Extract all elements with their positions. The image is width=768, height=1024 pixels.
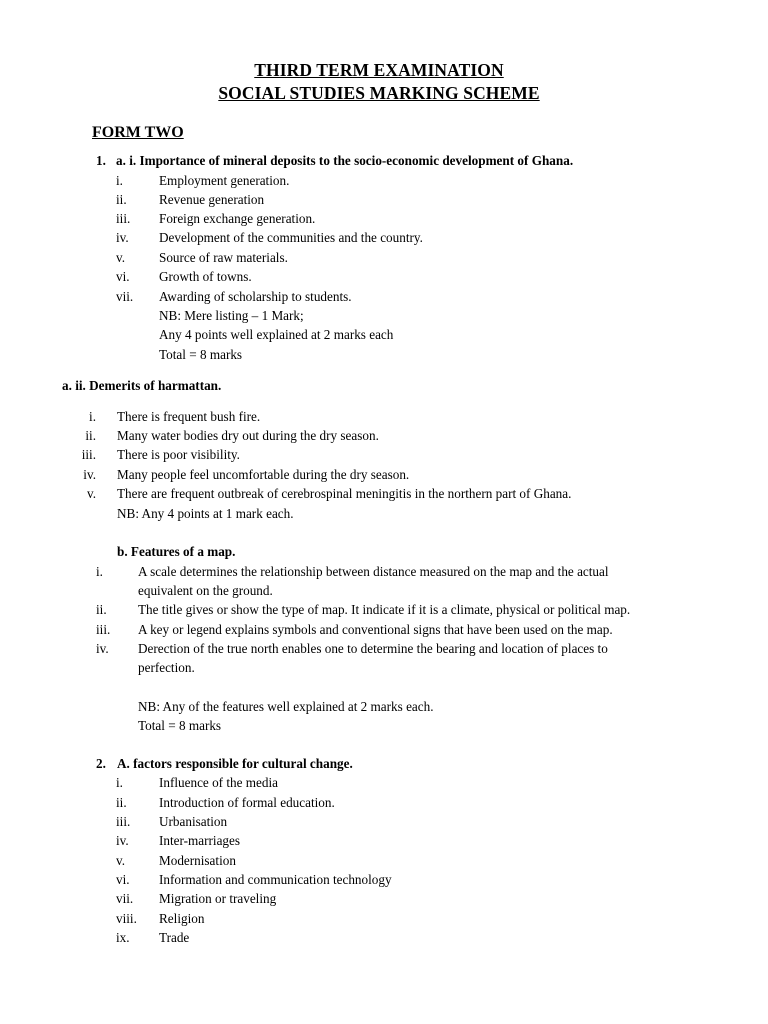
list-item-number: i. xyxy=(116,173,123,188)
list-item-number: iv. xyxy=(83,467,96,482)
list-item: Urbanisation xyxy=(159,814,228,829)
marking-total: Total = 8 marks xyxy=(159,347,243,362)
question-1a-ii-heading: a. ii. Demerits of harmattan. xyxy=(62,378,222,393)
marking-note: NB: Mere listing – 1 Mark; xyxy=(159,308,304,323)
question-1b-heading: b. Features of a map. xyxy=(117,544,236,559)
list-item-number: i. xyxy=(89,409,96,424)
list-item-number: v. xyxy=(86,486,96,501)
list-item-number: iii. xyxy=(81,447,96,462)
marking-total: Total = 8 marks xyxy=(138,718,222,733)
list-item: The title gives or show the type of map. It indicate if it is a climate, physical or political map. xyxy=(138,602,631,617)
list-item-number: iv. xyxy=(96,641,109,656)
list-item: There is poor visibility. xyxy=(117,447,240,462)
list-item: Inter-marriages xyxy=(159,833,241,848)
list-item-number: vii. xyxy=(116,289,134,304)
list-item-number: i. xyxy=(116,775,123,790)
list-item-number: iv. xyxy=(116,833,129,848)
list-item: Modernisation xyxy=(159,853,236,868)
list-item-number: vi. xyxy=(116,872,130,887)
list-item: There is frequent bush fire. xyxy=(117,409,261,424)
list-item: A key or legend explains symbols and conventional signs that have been used on the map. xyxy=(138,622,613,637)
list-item-number: viii. xyxy=(116,911,137,926)
list-item: Awarding of scholarship to students. xyxy=(159,289,352,304)
exam-title: THIRD TERM EXAMINATION xyxy=(254,60,504,80)
marking-scheme-title: SOCIAL STUDIES MARKING SCHEME xyxy=(218,83,540,103)
list-item-number: vii. xyxy=(116,891,134,906)
list-item-number: ii. xyxy=(85,428,96,443)
list-item-number: ii. xyxy=(96,602,107,617)
list-item-number: iii. xyxy=(96,622,111,637)
list-item: Influence of the media xyxy=(159,775,278,790)
list-item: Many water bodies dry out during the dry season. xyxy=(117,428,379,443)
list-item-number: ix. xyxy=(116,930,130,945)
question-1-number: 1. xyxy=(96,153,106,168)
list-item: A scale determines the relationship between distance measured on the map and the actual xyxy=(138,564,609,579)
list-item: Revenue generation xyxy=(159,192,265,207)
form-title: FORM TWO xyxy=(92,124,184,141)
list-item-number: iii. xyxy=(116,211,131,226)
list-item-number: iii. xyxy=(116,814,131,829)
list-item-continued: equivalent on the ground. xyxy=(138,583,273,598)
list-item-number: ii. xyxy=(116,192,127,207)
list-item: There are frequent outbreak of cerebrospinal meningitis in the northern part of Ghana. xyxy=(117,486,572,501)
list-item-number: vi. xyxy=(116,269,130,284)
list-item-number: ii. xyxy=(116,795,127,810)
list-item: Growth of towns. xyxy=(159,269,252,284)
list-item-number: iv. xyxy=(116,230,129,245)
list-item: Derection of the true north enables one to determine the bearing and location of places to xyxy=(138,641,608,656)
list-item: Trade xyxy=(159,930,190,945)
list-item-continued: perfection. xyxy=(138,660,195,675)
list-item: Introduction of formal education. xyxy=(159,795,335,810)
list-item: Development of the communities and the country. xyxy=(159,230,423,245)
list-item: Religion xyxy=(159,911,205,926)
list-item: Source of raw materials. xyxy=(159,250,288,265)
list-item: Information and communication technology xyxy=(159,872,392,887)
marking-note: Any 4 points well explained at 2 marks each xyxy=(159,327,394,342)
question-1a-i-heading: a. i. Importance of mineral deposits to the socio-economic development of Ghana. xyxy=(116,153,574,168)
list-item: Foreign exchange generation. xyxy=(159,211,316,226)
marking-note: NB: Any of the features well explained at 2 marks each. xyxy=(138,699,434,714)
list-item: Many people feel uncomfortable during the dry season. xyxy=(117,467,410,482)
list-item: Migration or traveling xyxy=(159,891,277,906)
question-2-number: 2. xyxy=(96,756,106,771)
list-item-number: i. xyxy=(96,564,103,579)
list-item-number: v. xyxy=(116,250,126,265)
list-item-number: v. xyxy=(116,853,126,868)
list-item: Employment generation. xyxy=(159,173,290,188)
marking-note: NB: Any 4 points at 1 mark each. xyxy=(117,506,294,521)
question-2a-heading: A. factors responsible for cultural change. xyxy=(117,756,353,771)
